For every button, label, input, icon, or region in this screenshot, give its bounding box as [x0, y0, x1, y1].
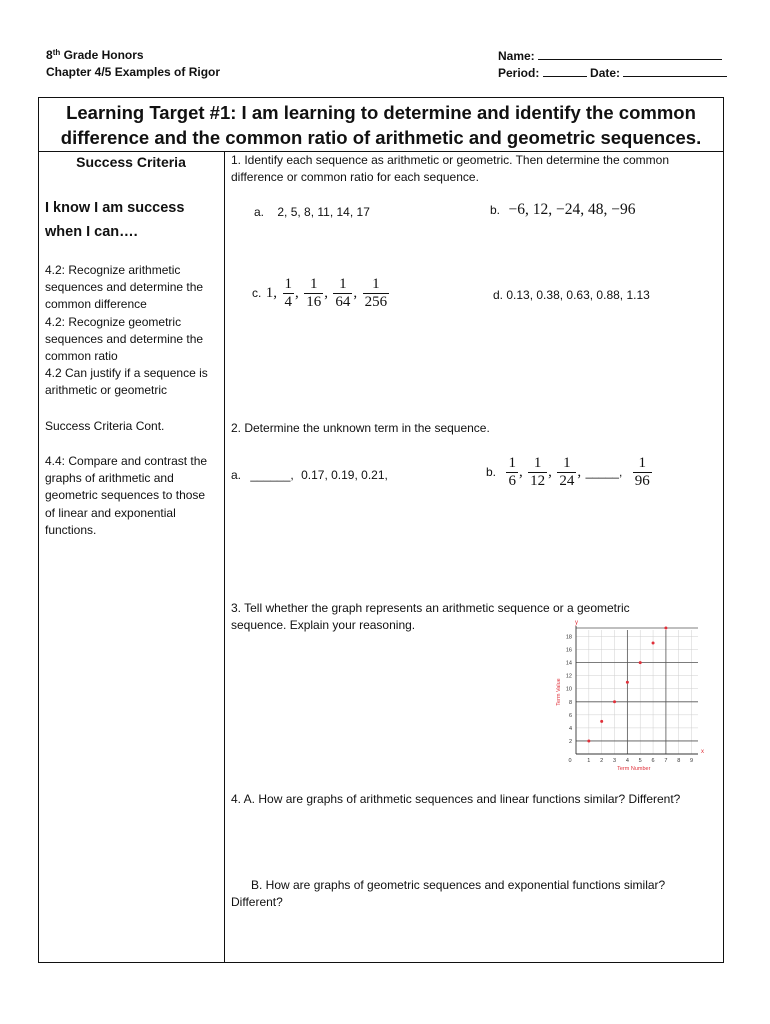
period-date-field[interactable]: [498, 64, 727, 82]
x-tick-label: 9: [690, 758, 694, 764]
x-axis-letter: x: [701, 749, 704, 755]
fraction-numerator: 1: [304, 276, 323, 294]
chapter-title: Chapter 4/5 Examples of Rigor: [46, 65, 221, 79]
criteria-line: geometric sequences to those: [45, 488, 206, 503]
q1-part-b: [490, 201, 635, 219]
name-field[interactable]: [498, 47, 722, 65]
x-tick-label: 3: [612, 758, 617, 764]
q2-part-b: [486, 455, 653, 490]
period-blank[interactable]: [543, 64, 587, 77]
criteria-line: 4.2: Recognize geometric: [45, 314, 182, 329]
data-point: [613, 700, 616, 703]
y-tick-label: 16: [565, 647, 572, 654]
name-blank[interactable]: [538, 47, 722, 60]
q2-b-fraction: [506, 455, 518, 490]
fraction-numerator: 1: [284, 276, 292, 292]
criteria-cont-label: Success Criteria Cont.: [45, 419, 165, 433]
criteria-line: sequences and determine the: [45, 280, 204, 295]
column-divider: [224, 151, 225, 963]
q1-part-c: [252, 276, 390, 311]
question-4b-line-1: B. How are graphs of geometric sequences and exponential functions similar?: [251, 878, 666, 892]
question-3-line-2: sequence. Explain your reasoning.: [231, 618, 416, 632]
q1-a-label: a.: [254, 205, 265, 219]
grade-number: 8: [46, 48, 53, 62]
data-point: [600, 720, 603, 723]
data-point: [639, 661, 642, 664]
criteria-line: 4.4: Compare and contrast the: [45, 454, 208, 468]
criteria-list: [45, 262, 223, 400]
fraction-numerator: 1: [557, 455, 576, 473]
y-axis-letter: y: [575, 620, 578, 626]
fraction-numerator: 1: [363, 276, 390, 294]
q1-part-d: [493, 287, 650, 304]
x-tick-label: 1: [587, 758, 591, 764]
q1-d-sequence: 0.13, 0.38, 0.63, 0.88, 1.13: [506, 288, 650, 302]
question-4a: 4. A. How are graphs of arithmetic sequences and linear functions similar? Different?: [231, 792, 681, 806]
criteria-line: of linear and exponential: [45, 505, 176, 520]
q2-a-label: a.: [231, 468, 242, 482]
question-1-line-2: difference or common ratio for each sequence.: [231, 170, 479, 184]
fraction-denominator: 256: [364, 294, 388, 310]
comma: ,: [295, 285, 299, 301]
x-tick-label: 4: [625, 758, 629, 764]
q1-c-label: c.: [252, 286, 262, 300]
criteria-list-2: [45, 453, 223, 539]
q2-part-a: [231, 467, 388, 484]
fraction-denominator: 24: [559, 473, 575, 489]
fraction-denominator: 96: [634, 473, 650, 489]
x-tick-label: 8: [677, 758, 681, 764]
q2-b-fraction: [633, 455, 652, 490]
know-line-2: when I can….: [45, 224, 138, 240]
y-tick-label: 12: [565, 673, 572, 680]
x-axis-title: Term Number: [617, 766, 651, 772]
name-label: Name:: [498, 49, 535, 63]
comma: ,: [548, 464, 552, 480]
y-tick-label: 6: [568, 712, 572, 719]
data-point: [587, 739, 590, 742]
q2-b-fraction: [528, 455, 547, 490]
y-tick-label: 4: [568, 725, 572, 732]
question-1: [231, 152, 719, 186]
grade-ordinal: th: [52, 48, 61, 57]
comma: ,: [324, 285, 328, 301]
data-point: [626, 681, 629, 684]
date-blank[interactable]: [623, 64, 727, 77]
criteria-line: common difference: [45, 297, 147, 312]
comma: ,: [577, 464, 582, 480]
fraction-numerator: 1: [333, 276, 352, 294]
date-label: Date:: [590, 66, 621, 80]
y-tick-label: 14: [565, 660, 572, 667]
criteria-line: arithmetic or geometric: [45, 383, 168, 398]
success-criteria-heading: Success Criteria: [76, 154, 186, 170]
x-tick-label: 2: [600, 758, 604, 764]
fraction-denominator: 4: [284, 294, 292, 310]
fraction-denominator: 16: [306, 294, 322, 310]
q2-b-fraction: [557, 455, 576, 490]
x-tick-label: 6: [651, 758, 655, 764]
data-point: [652, 642, 655, 645]
q2-a-blank[interactable]: ______,: [250, 468, 294, 482]
learning-target: [40, 100, 722, 150]
y-tick-label: 18: [565, 634, 572, 641]
fraction-denominator: 12: [530, 473, 546, 489]
know-statement: [45, 196, 220, 244]
y-axis-title: Term Value: [556, 678, 562, 706]
q1-c-fraction: [304, 276, 323, 311]
course-title: [46, 47, 144, 64]
know-line-1: I know I am success: [45, 200, 185, 216]
q1-a-sequence: 2, 5, 8, 11, 14, 17: [277, 205, 370, 219]
criteria-line: 4.2 Can justify if a sequence is: [45, 366, 208, 381]
q1-c-first-term: 1,: [265, 285, 278, 301]
learning-target-line-1: Learning Target #1: I am learning to determine and identify the common: [66, 102, 696, 123]
data-point: [664, 627, 667, 630]
q2-b-blank[interactable]: _____,: [585, 465, 623, 479]
q1-part-a: [254, 204, 370, 221]
criteria-line: graphs of arithmetic and: [45, 471, 174, 486]
fraction-numerator: 1: [633, 455, 652, 473]
x-tick-label: 5: [638, 758, 642, 764]
question-2: 2. Determine the unknown term in the sequence.: [231, 421, 490, 435]
x-tick-label: 0: [568, 758, 572, 764]
q1-c-fraction: [333, 276, 352, 311]
learning-target-line-2: difference and the common ratio of arithmetic and geometric sequences.: [60, 127, 702, 148]
q2-a-sequence: 0.17, 0.19, 0.21,: [301, 468, 388, 482]
q1-c-fraction: [363, 276, 390, 311]
period-label: Period:: [498, 66, 540, 80]
fraction-numerator: 1: [528, 455, 547, 473]
y-tick-label: 10: [565, 686, 572, 693]
sequence-scatter-graph: [548, 620, 708, 772]
criteria-line: common ratio: [45, 349, 118, 364]
q1-c-fraction: [283, 276, 295, 311]
question-4b-line-2: Different?: [231, 895, 283, 909]
comma: ,: [518, 464, 523, 480]
q1-d-label: d.: [493, 288, 504, 302]
fraction-denominator: 6: [508, 473, 516, 489]
question-1-line-1: 1. Identify each sequence as arithmetic or geometric. Then determine the common: [231, 153, 670, 167]
criteria-line: functions.: [45, 522, 97, 537]
q1-b-sequence: −6, 12, −24, 48, −96: [508, 201, 636, 218]
question-3-line-1: 3. Tell whether the graph represents an arithmetic sequence or a geometric: [231, 601, 630, 615]
fraction-denominator: 64: [335, 294, 351, 310]
q2-b-label: b.: [486, 465, 497, 479]
q1-b-label: b.: [490, 203, 501, 217]
criteria-line: sequences and determine the: [45, 331, 204, 346]
question-4b: [231, 877, 711, 911]
y-tick-label: 8: [568, 699, 572, 706]
criteria-line: 4.2: Recognize arithmetic: [45, 263, 181, 277]
x-tick-label: 7: [664, 758, 668, 764]
grade-text: Grade Honors: [60, 48, 144, 62]
y-tick-label: 2: [568, 738, 572, 745]
fraction-numerator: 1: [508, 455, 516, 471]
comma: ,: [353, 285, 358, 301]
